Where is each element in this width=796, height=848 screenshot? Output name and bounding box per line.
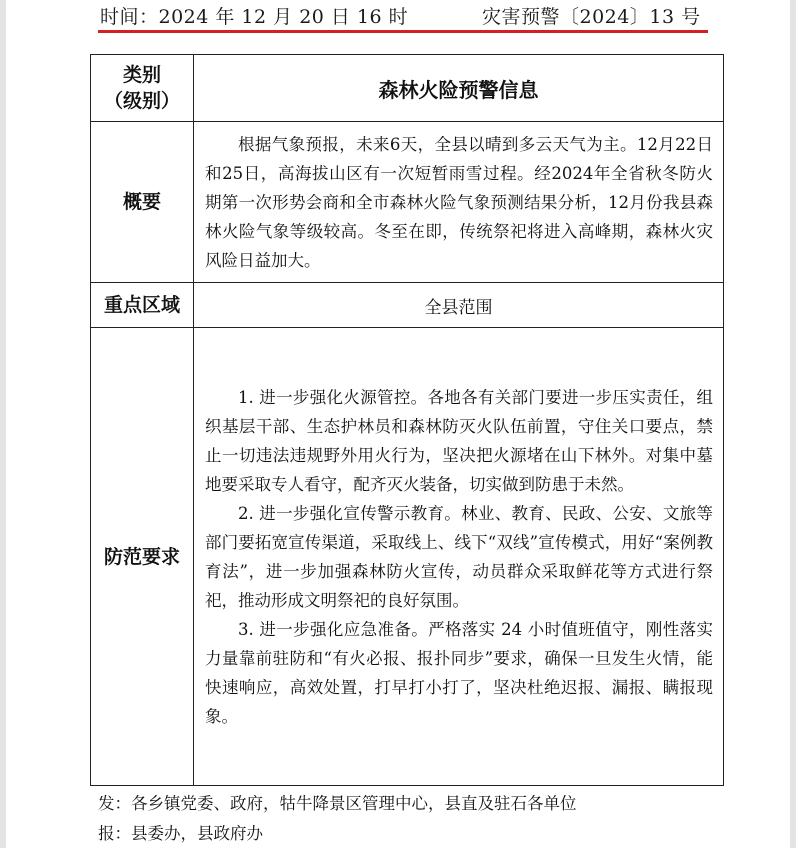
title-row [91,55,724,122]
category-label: 类别 [122,64,161,86]
region-row [91,283,724,328]
level-label: （级别） [103,90,180,112]
summary-label: 概要 [91,122,194,283]
issue-time: 时间：2024 年 12 月 20 日 16 时 [100,6,409,28]
right-page-margin [790,0,796,848]
summary-row [91,122,724,283]
region-label: 重点区域 [91,283,194,328]
measures-cell [194,328,724,786]
left-page-margin [0,0,6,848]
category-label-cell [91,55,194,122]
send-to-line: 发：各乡镇党委、政府，牯牛降景区管理中心，县直及驻石各单位 [98,794,577,813]
red-header-rule [98,30,708,33]
measure-item: 3. 进一步强化应急准备。严格落实 24 小时值班值守，刚性落实力量靠前驻防和“有火必报、报扑同步”要求，确保一旦发生火情，能快速响应，高效处置，打早打小打了，坚决杜绝迟报、漏报、瞒报现象。 [205,619,713,726]
measures-row [91,328,724,786]
report-to-line: 报：县委办，县政府办 [98,824,263,843]
warning-table [90,54,724,786]
measure-item: 1. 进一步强化火源管控。各地各有关部门要进一步压实责任，组织基层干部、生态护林员和森林防灭火队伍前置，守住关口要点，禁止一切违法违规野外用火行为，坚决把火源堵在山下林外。对集中墓地要采取专人看守，配齐灭火装备，切实做到防患于未然。 [205,387,713,494]
summary-cell [194,122,724,283]
table-title: 森林火险预警信息 [194,55,724,122]
measure-item: 2. 进一步强化宣传警示教育。林业、教育、民政、公安、文旅等部门要拓宽宣传渠道，采取线上、线下“双线”宣传模式，用好“案例教育法”，进一步加强森林防火宣传，动员群众采取鲜花等方式进行祭祀，推动形成文明祭祀的良好氛围。 [205,503,713,610]
document-number: 灾害预警〔2024〕13 号 [482,6,701,28]
measures-label: 防范要求 [91,328,194,786]
summary-text: 根据气象预报，未来6天，全县以晴到多云天气为主。12月22日和25日，高海拔山区有一次短暂雨雪过程。经2024年全省秋冬防火期第一次形势会商和全市森林火险气象预测结果分析，12月份我县森林火险气象等级较高。冬至在即，传统祭祀将进入高峰期，森林火灾风险日益加大。 [205,134,713,270]
region-value: 全县范围 [194,283,724,328]
